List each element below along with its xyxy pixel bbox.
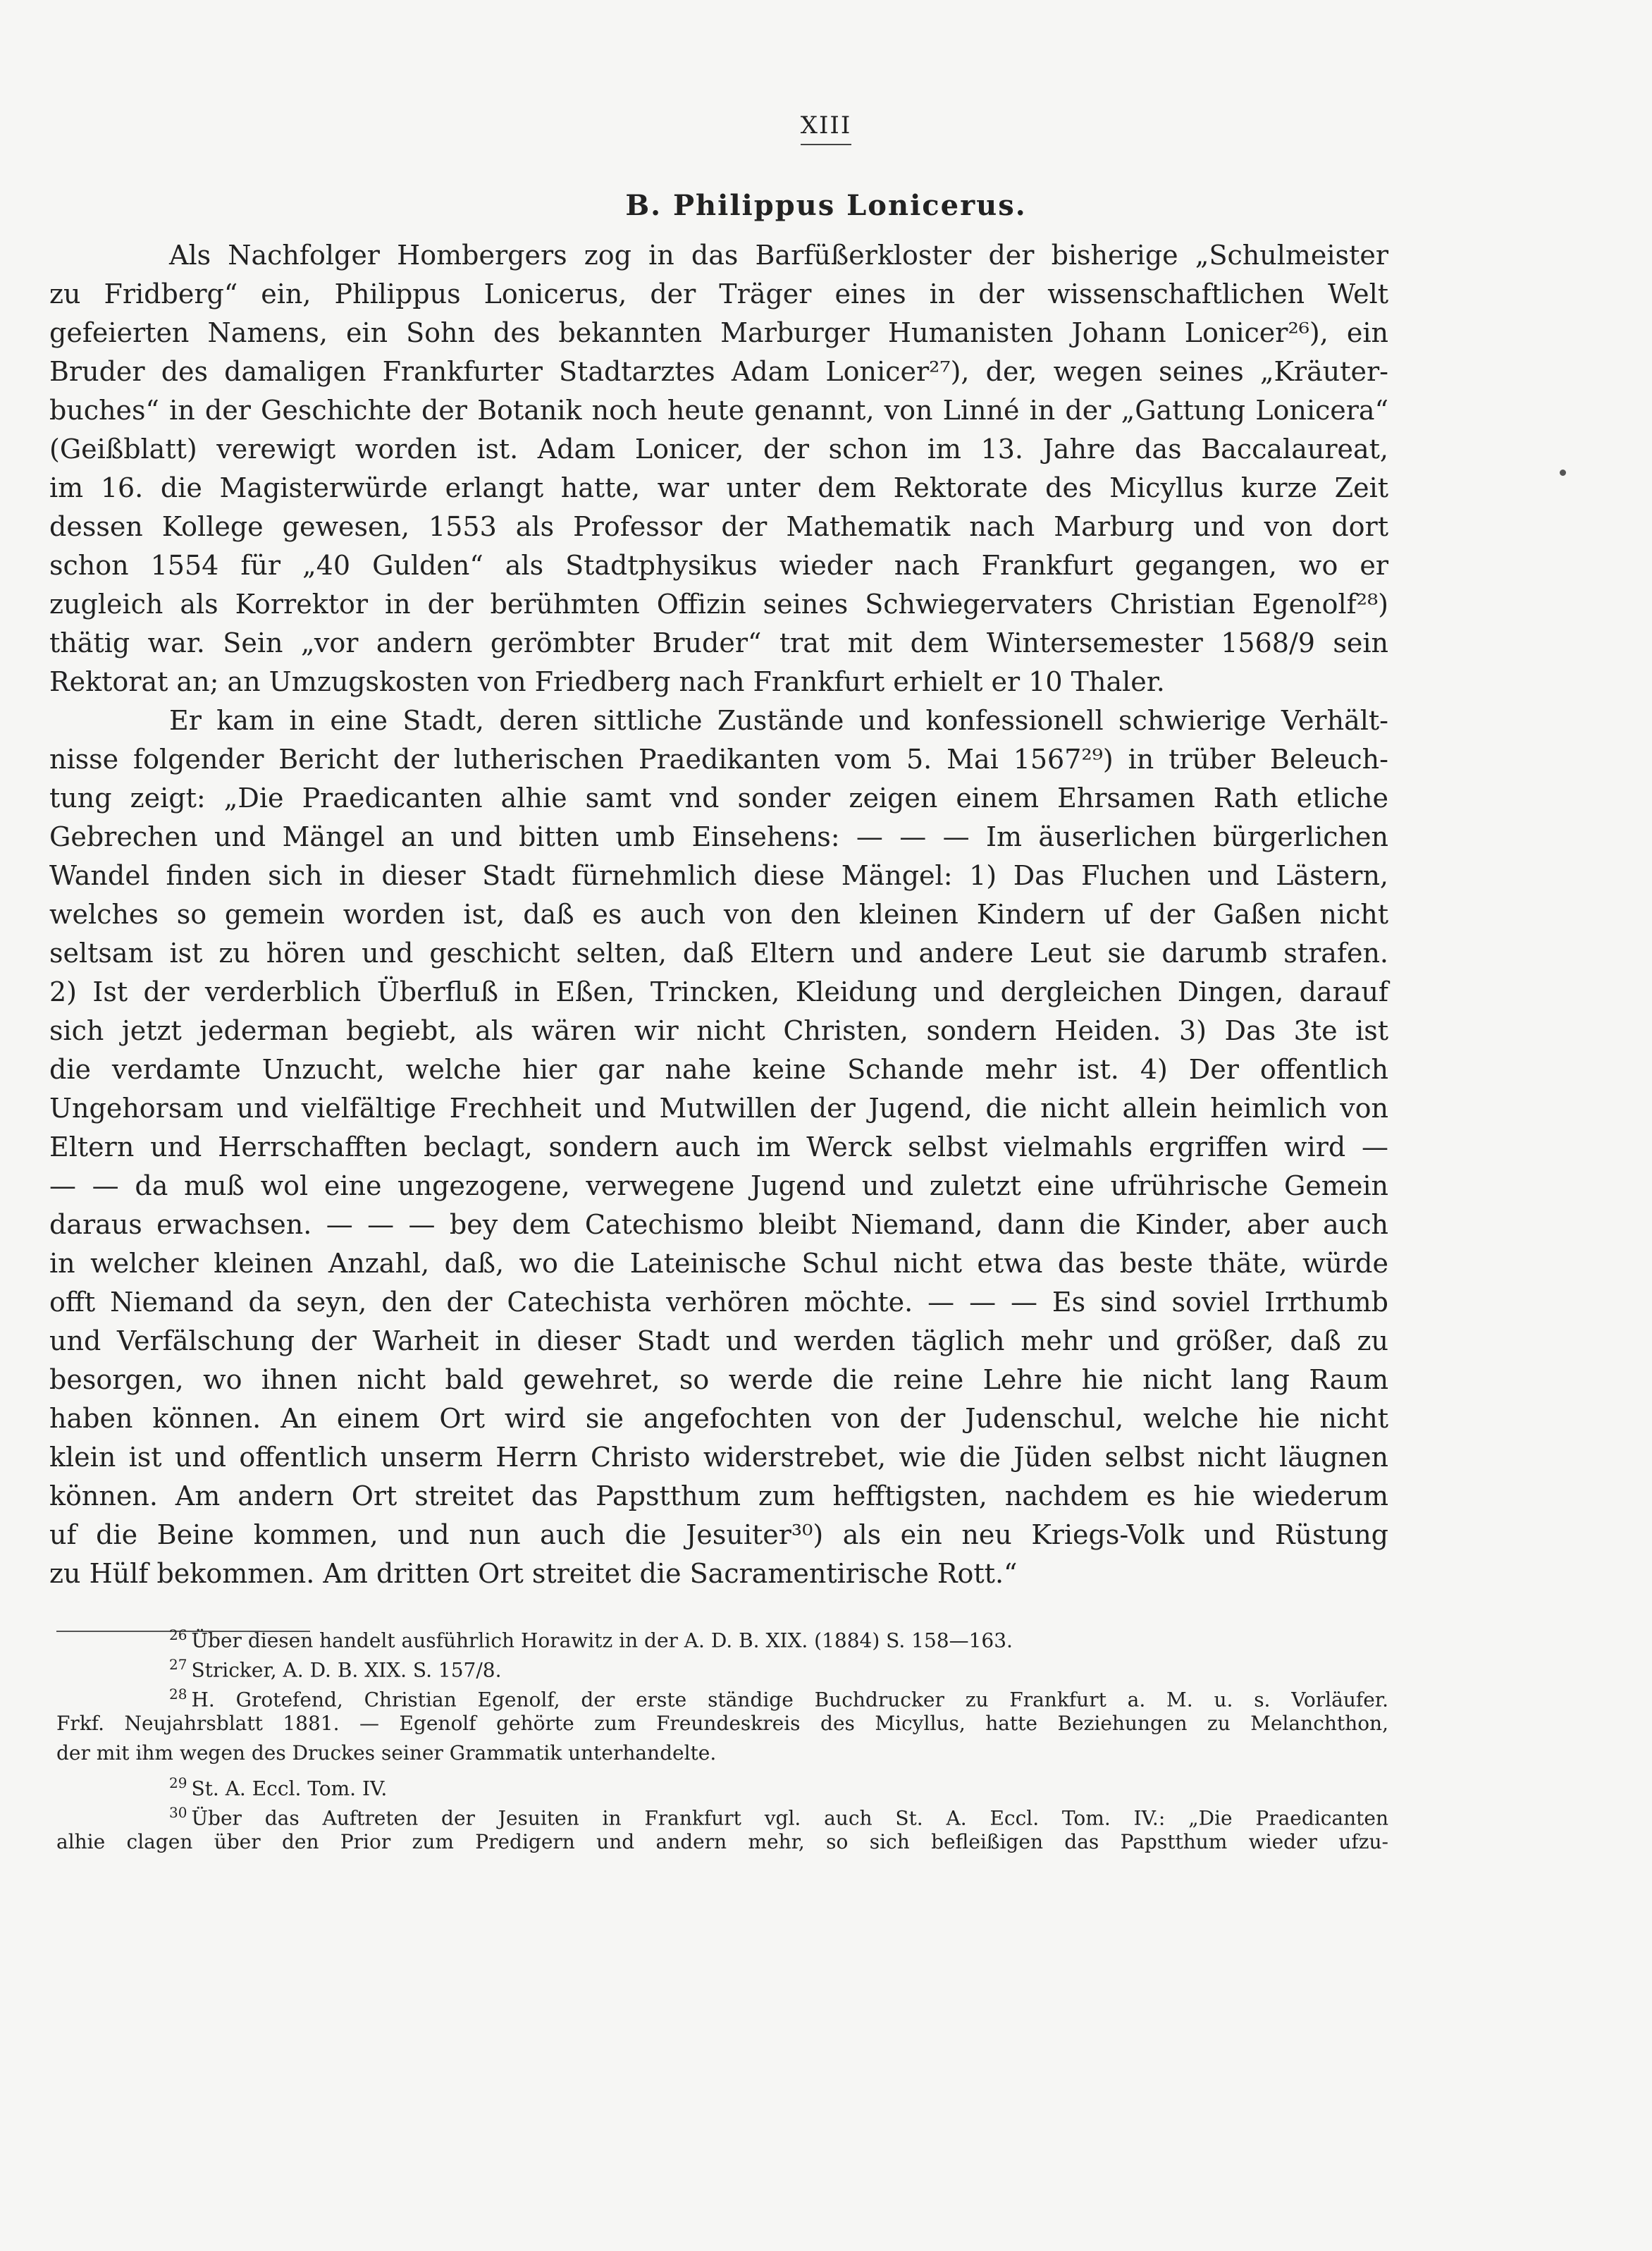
footnote-number: 30 — [169, 1804, 187, 1821]
footnote-text: der mit ihm wegen des Druckes seiner Grammatik unterhandelte. — [56, 1741, 717, 1765]
text-line: die verdamte Unzucht, welche hier gar nahe keine Schande mehr ist. 4) Der offentlich — [49, 1054, 1388, 1085]
text-line: im 16. die Magisterwürde erlangt hatte, war unter dem Rektorate des Micyllus kurze Zeit — [49, 472, 1388, 503]
text-line: sich jetzt jederman begiebt, als wären wir nicht Christen, sondern Heiden. 3) Das 3te ist — [49, 1015, 1388, 1046]
text-line: zugleich als Korrektor in der berühmten Offizin seines Schwiegervaters Christian Egenolf²⁸) — [49, 589, 1388, 620]
text-line: gefeierten Namens, ein Sohn des bekannten Marburger Humanisten Johann Lonicer²⁶), ein — [49, 317, 1388, 348]
footnote-text: Über diesen handelt ausführlich Horawitz in der A. D. B. XIX. (1884) S. 158—163. — [191, 1629, 1013, 1652]
footnote-number: 26 — [169, 1626, 187, 1643]
text-line: welches so gemein worden ist, daß es auch von den kleinen Kindern uf der Gaßen nicht — [49, 899, 1388, 930]
footnote-continuation — [56, 1709, 1388, 1738]
footnote — [56, 1768, 1388, 1801]
text-line: offt Niemand da seyn, den der Catechista verhören möchte. — — — Es sind soviel Irrthumb — [49, 1287, 1388, 1318]
text-line: Wandel finden sich in dieser Stadt fürnehmlich diese Mängel: 1) Das Fluchen und Lästern, — [49, 860, 1388, 891]
text-line: Er kam in eine Stadt, deren sittliche Zustände und konfessionell schwierige Verhält- — [169, 705, 1388, 736]
text-line: Eltern und Herrschafften beclagt, sondern auch im Werck selbst vielmahls ergriffen wird — — [49, 1131, 1388, 1163]
text-line: haben können. An einem Ort wird sie angefochten von der Judenschul, welche hie nicht — [49, 1403, 1388, 1434]
footnote-text: H. Grotefend, Christian Egenolf, der erste ständige Buchdrucker zu Frankfurt a. M. u. s. Vorläufer. — [191, 1688, 1388, 1712]
footnote — [56, 1620, 1388, 1650]
footnote — [56, 1679, 1388, 1712]
page-number: XIII — [801, 111, 852, 145]
text-line: daraus erwachsen. — — — bey dem Catechismo bleibt Niemand, dann die Kinder, aber auch — [49, 1209, 1388, 1240]
footnote-text: Über das Auftreten der Jesuiten in Frankfurt vgl. auch St. A. Eccl. Tom. IV.: „Die Praedicanten — [191, 1806, 1388, 1830]
footnote-number: 27 — [169, 1656, 187, 1673]
text-line: und Verfälschung der Warheit in dieser Stadt und werden täglich mehr und größer, daß zu — [49, 1325, 1388, 1356]
text-line: Ungehorsam und vielfältige Frechheit und Mutwillen der Jugend, die nicht allein heimlich von — [49, 1093, 1388, 1124]
margin-mark — [1560, 470, 1566, 476]
text-line: Bruder des damaligen Frankfurter Stadtarztes Adam Lonicer²⁷), der, wegen seines „Kräuter- — [49, 356, 1388, 387]
footnote-number: 29 — [169, 1774, 187, 1791]
footnote — [56, 1798, 1388, 1830]
text-line: tung zeigt: „Die Praedicanten alhie samt vnd sonder zeigen einem Ehrsamen Rath etliche — [49, 783, 1388, 814]
text-line: Gebrechen und Mängel an und bitten umb Einsehens: — — — Im äuserlichen bürgerlichen — [49, 821, 1388, 852]
section-title: B. Philippus Lonicerus. — [625, 189, 1027, 222]
text-line: besorgen, wo ihnen nicht bald gewehret, so werde die reine Lehre hie nicht lang Raum — [49, 1364, 1388, 1395]
text-line: zu Hülf bekommen. Am dritten Ort streitet die Sacramentirische Rott.“ — [49, 1558, 1018, 1589]
footnote-number: 28 — [169, 1686, 187, 1703]
text-line: (Geißblatt) verewigt worden ist. Adam Lonicer, der schon im 13. Jahre das Baccalaureat, — [49, 434, 1388, 465]
text-line: buches“ in der Geschichte der Botanik noch heute genannt, von Linné in der „Gattung Lonicera“ — [49, 395, 1388, 426]
footnote-text: St. A. Eccl. Tom. IV. — [191, 1777, 388, 1801]
text-line: seltsam ist zu hören und geschicht selten, daß Eltern und andere Leut sie darumb strafen. — [49, 938, 1388, 969]
text-line: zu Fridberg“ ein, Philippus Lonicerus, der Träger eines in der wissenschaftlichen Welt — [49, 278, 1388, 309]
footnote-continuation — [56, 1827, 1388, 1857]
footnote-continuation — [56, 1738, 1388, 1768]
text-line: uf die Beine kommen, und nun auch die Jesuiter³⁰) als ein neu Kriegs-Volk und Rüstung — [49, 1519, 1388, 1550]
text-line: 2) Ist der verderblich Überfluß in Eßen, Trincken, Kleidung und dergleichen Dingen, darauf — [49, 976, 1388, 1007]
footnote — [56, 1650, 1388, 1682]
running-head — [0, 111, 1652, 145]
footnote-text: Frkf. Neujahrsblatt 1881. — Egenolf gehörte zum Freundeskreis des Micyllus, hatte Beziehungen zu Melanchthon, — [56, 1712, 1388, 1735]
text-line: nisse folgender Bericht der lutherischen Praedikanten vom 5. Mai 1567²⁹) in trüber Beleuch- — [49, 744, 1388, 775]
footnotes — [56, 1620, 1388, 1857]
text-line: in welcher kleinen Anzahl, daß, wo die Lateinische Schul nicht etwa das beste thäte, würde — [49, 1248, 1388, 1279]
text-line: Rektorat an; an Umzugskosten von Friedberg nach Frankfurt erhielt er 10 Thaler. — [49, 666, 1165, 697]
text-line: thätig war. Sein „vor andern gerömbter Bruder“ trat mit dem Wintersemester 1568/9 sein — [49, 627, 1388, 658]
footnote-text: Stricker, A. D. B. XIX. S. 157/8. — [191, 1658, 502, 1682]
body-text — [49, 236, 1388, 1593]
text-line: schon 1554 für „40 Gulden“ als Stadtphysikus wieder nach Frankfurt gegangen, wo er — [49, 550, 1388, 581]
text-line: — — da muß wol eine ungezogene, verwegene Jugend und zuletzt eine ufrührische Gemein — [49, 1170, 1388, 1201]
text-line: können. Am andern Ort streitet das Papstthum zum hefftigsten, nachdem es hie wiederum — [49, 1480, 1388, 1511]
footnote-text: alhie clagen über den Prior zum Predigern und andern mehr, so sich befleißigen das Papstthum wieder ufzu- — [56, 1830, 1388, 1853]
text-line: klein ist und offentlich unserm Herrn Christo widerstrebet, wie die Jüden selbst nicht läugnen — [49, 1442, 1388, 1473]
text-line: Als Nachfolger Hombergers zog in das Barfüßerkloster der bisherige „Schulmeister — [169, 240, 1388, 271]
text-line: dessen Kollege gewesen, 1553 als Professor der Mathematik nach Marburg und von dort — [49, 511, 1388, 542]
